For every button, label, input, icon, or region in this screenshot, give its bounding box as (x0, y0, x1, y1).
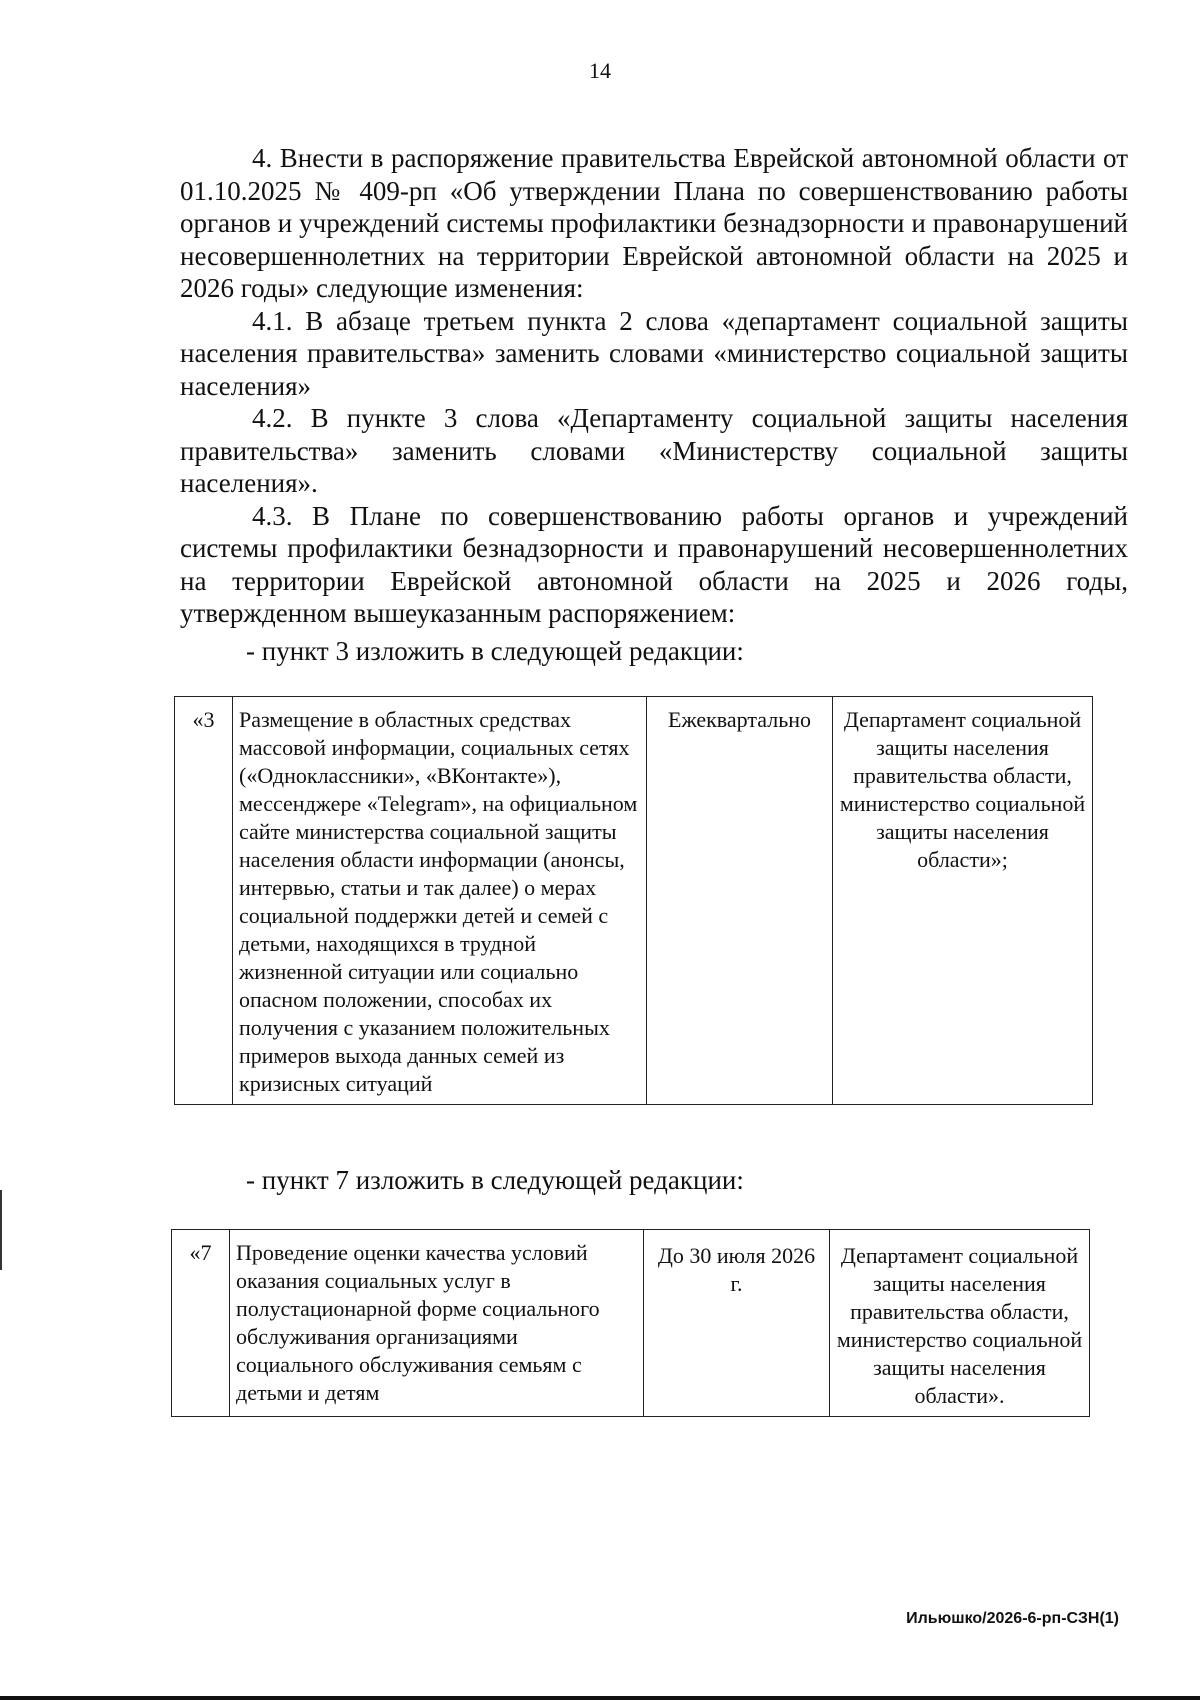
table-row (175, 697, 1093, 1105)
paragraph-4: 4. Внести в распоряжение правительства Еврейской автономной области от 01.10.2025 № 409-рп «Об утверждении Плана по совершенствованию работы органов и учреждений системы профилактики безнадзорности и правонарушений несовершеннолетних на территории Еврейской автономной области на 2025 и 2026 годы» следующие изменения: (180, 143, 1128, 303)
item-description-cell: Проведение оценки качества условий оказания социальных услуг в полустационарной форме социального обслуживания организациями социального обслуживания семьям с детьми и детям (230, 1230, 644, 1417)
item-deadline-cell: Ежеквартально (647, 697, 833, 1105)
subhead-item-7: - пункт 7 изложить в следующей редакции: (246, 1165, 744, 1195)
item-number-cell: «7 (172, 1230, 230, 1417)
paragraph-4-2: 4.2. В пункте 3 слова «Департаменту социальной защиты населения правительства» заменить словами «Министерству социальной защиты населения». (180, 403, 1128, 498)
scan-edge-mark (0, 1190, 2, 1270)
plan-table-item-3 (174, 696, 1093, 1105)
scan-bottom-edge (0, 1696, 1200, 1700)
item-responsible-cell: Департамент социальной защиты населения правительства области, министерство социальной защиты населения области»; (833, 697, 1093, 1105)
document-body (180, 142, 1128, 630)
item-deadline-cell: До 30 июля 2026 г. (644, 1230, 830, 1417)
subhead-item-3: - пункт 3 изложить в следующей редакции: (246, 636, 744, 666)
page-number: 14 (589, 58, 611, 83)
document-code: Ильюшко/2026-6-рп-СЗН(1) (906, 1610, 1119, 1627)
paragraph-4-3: 4.3. В Плане по совершенствованию работы органов и учреждений системы профилактики безнадзорности и правонарушений несовершеннолетних на территории Еврейской автономной области на 2025 и 2026 годы, утвержденном вышеуказанным распоряжением: (180, 500, 1128, 628)
item-number-cell: «3 (175, 697, 233, 1105)
item-responsible-cell: Департамент социальной защиты населения правительства области, министерство социальной защиты населения области». (830, 1230, 1090, 1417)
paragraph-4-1: 4.1. В абзаце третьем пункта 2 слова «департамент социальной защиты населения правительства» заменить словами «министерство социальной защиты населения» (180, 305, 1128, 401)
table-row (172, 1230, 1090, 1417)
item-description-cell: Размещение в областных средствах массовой информации, социальных сетях («Одноклассники», «ВКонтакте»), мессенджере «Telegram», на официальном сайте министерства социальной защиты населения области информации (анонсы, интервью, статьи и так далее) о мерах социальной поддержки детей и семей с детьми, находящихся в трудной жизненной ситуации или социально опасном положении, способах их получения с указанием положительных примеров выхода данных семей из кризисных ситуаций (233, 697, 647, 1105)
plan-table-item-7 (171, 1229, 1090, 1417)
